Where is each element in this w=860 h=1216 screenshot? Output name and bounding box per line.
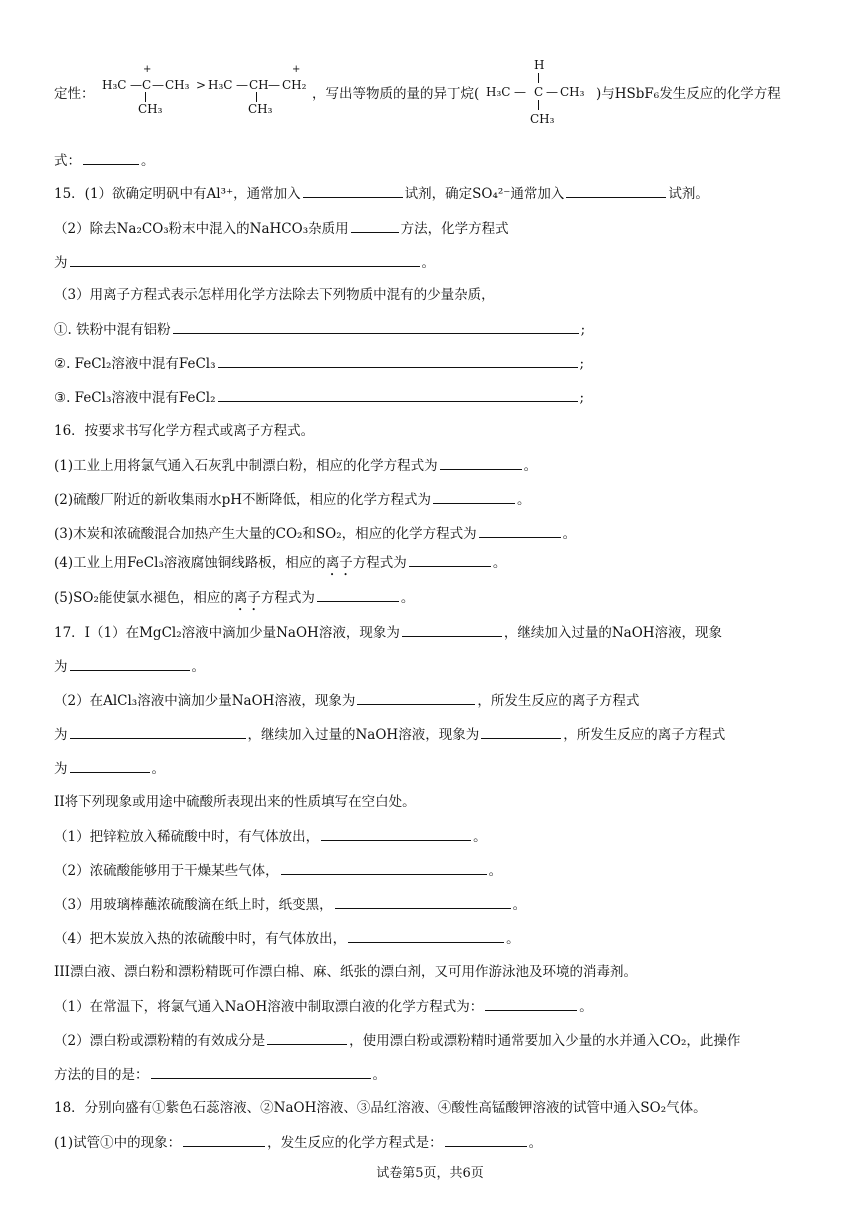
answer-blank[interactable] (70, 758, 150, 773)
answer-blank[interactable] (445, 1132, 527, 1147)
page-footer: 试卷第5页，共6页 (376, 1166, 484, 1181)
q16-title: 16．按要求书写化学方程式或离子方程式。 (54, 423, 315, 439)
answer-blank[interactable] (70, 724, 246, 739)
answer-blank[interactable] (281, 860, 487, 875)
answer-blank[interactable] (357, 690, 475, 705)
answer-blank[interactable] (335, 894, 511, 909)
answer-blank[interactable] (267, 1030, 347, 1045)
q15-line3: 为 。 (54, 252, 820, 273)
q17-l2: 为 。 (54, 656, 820, 677)
answer-blank[interactable] (433, 489, 515, 504)
answer-blank[interactable] (303, 183, 403, 198)
q16-s5: (5)SO₂能使氯水褪色，相应的离子方程式为 。 (54, 587, 820, 614)
q15-item2: ②. FeCl₂溶液中混有FeCl₃ ; (54, 353, 820, 374)
q15-line1: 15．(1）欲确定明矾中有Al³⁺，通常加入 试剂，确定SO₄²⁻通常加入 试剂。 (54, 183, 820, 204)
top-answer-line: 式： 。 (54, 150, 820, 171)
q16-s2: (2)硫酸厂附近的新收集雨水pH不断降低，相应的化学方程式为 。 (54, 489, 820, 510)
answer-blank[interactable] (485, 996, 577, 1011)
q18-l2: (1)试管①中的现象： ，发生反应的化学方程式是： 。 (54, 1132, 820, 1153)
carbocation-struct-b: + H₃C — CH — CH₂ CH₃ (208, 64, 307, 116)
q17-ii1: （1）把锌粒放入稀硫酸中时，有气体放出， 。 (54, 826, 820, 847)
answer-blank[interactable] (218, 387, 578, 402)
q16-s1: (1)工业上用将氯气通入石灰乳中制漂白粉，相应的化学方程式为 。 (54, 455, 820, 476)
q15-item1: ①. 铁粉中混有铝粉 ; (54, 319, 820, 340)
answer-blank[interactable] (440, 455, 522, 470)
answer-blank[interactable] (183, 1132, 265, 1147)
q17-l3: （2）在AlCl₃溶液中滴加少量NaOH溶液，现象为 ，所发生反应的离子方程式 (54, 690, 820, 711)
answer-blank[interactable] (479, 523, 561, 538)
answer-blank[interactable] (351, 218, 399, 233)
carbocation-struct-a: + H₃C — C — CH₃ CH₃ (102, 64, 190, 116)
answer-blank[interactable] (402, 622, 502, 637)
q17-iii2: （2）漂白粉或漂粉精的有效成分是 ，使用漂白粉或漂粉精时通常要加入少量的水并通入CO₂，此操作 (54, 1030, 820, 1051)
q17-l4: 为 ，继续加入过量的NaOH溶液，现象为 ，所发生反应的离子方程式 (54, 724, 820, 745)
q16-s3: (3)木炭和浓硫酸混合加热产生大量的CO₂和SO₂，相应的化学方程式为 。 (54, 523, 820, 544)
answer-blank[interactable] (317, 587, 399, 602)
q16-s4: (4)工业上用FeCl₃溶液腐蚀铜线路板，相应的离子方程式为 。 (54, 552, 820, 579)
answer-blank[interactable] (151, 1064, 371, 1079)
answer-blank[interactable] (348, 928, 504, 943)
q18-l1: 18．分别向盛有①紫色石蕊溶液、②NaOH溶液、③品红溶液、④酸性高锰酸钾溶液的试管中通入SO₂气体。 (54, 1100, 707, 1116)
q17-l5: 为 。 (54, 758, 820, 779)
answer-blank[interactable] (218, 353, 578, 368)
answer-blank[interactable] (70, 252, 420, 267)
greater-than: > (196, 78, 207, 92)
q17-ii4: （4）把木炭放入热的浓硫酸中时，有气体放出， 。 (54, 928, 820, 949)
q15-line2: （2）除去Na₂CO₃粉末中混入的NaHCO₃杂质用 方法，化学方程式 (54, 218, 820, 239)
q15-item3: ③. FeCl₃溶液中混有FeCl₂ ; (54, 387, 820, 408)
q15-line4: （3）用离子方程式表示怎样用化学方法除去下列物质中混有的少量杂质， (54, 287, 495, 303)
q17-ii: II将下列现象或用途中硫酸所表现出来的性质填写在空白处。 (54, 794, 416, 810)
reaction-text: )与HSbF₆发生反应的化学方程 (596, 86, 781, 102)
isobutane-text: ，写出等物质的量的异丁烷( (312, 86, 480, 102)
prefix-text: 定性： (54, 86, 95, 102)
answer-blank[interactable] (481, 724, 561, 739)
q17-ii2: （2）浓硫酸能够用于干燥某些气体， 。 (54, 860, 820, 881)
q17-l1: 17．I（1）在MgCl₂溶液中滴加少量NaOH溶液，现象为 ，继续加入过量的NaOH溶液，现象 (54, 622, 820, 643)
answer-blank[interactable] (321, 826, 471, 841)
q17-iii: III漂白液、漂白粉和漂粉精既可作漂白棉、麻、纸张的漂白剂，又可用作游泳池及环境的消毒剂。 (54, 964, 637, 980)
isobutane-struct: H H₃C — C — CH₃ CH₃ (486, 58, 585, 126)
answer-blank[interactable] (409, 552, 491, 567)
q17-ii3: （3）用玻璃棒蘸浓硫酸滴在纸上时，纸变黑， 。 (54, 894, 820, 915)
answer-blank[interactable] (70, 656, 190, 671)
answer-blank[interactable] (173, 319, 579, 334)
answer-blank[interactable] (566, 183, 666, 198)
answer-blank[interactable] (83, 150, 139, 165)
q17-iii3: 方法的目的是： 。 (54, 1064, 820, 1085)
q17-iii1: （1）在常温下，将氯气通入NaOH溶液中制取漂白液的化学方程式为： 。 (54, 996, 820, 1017)
